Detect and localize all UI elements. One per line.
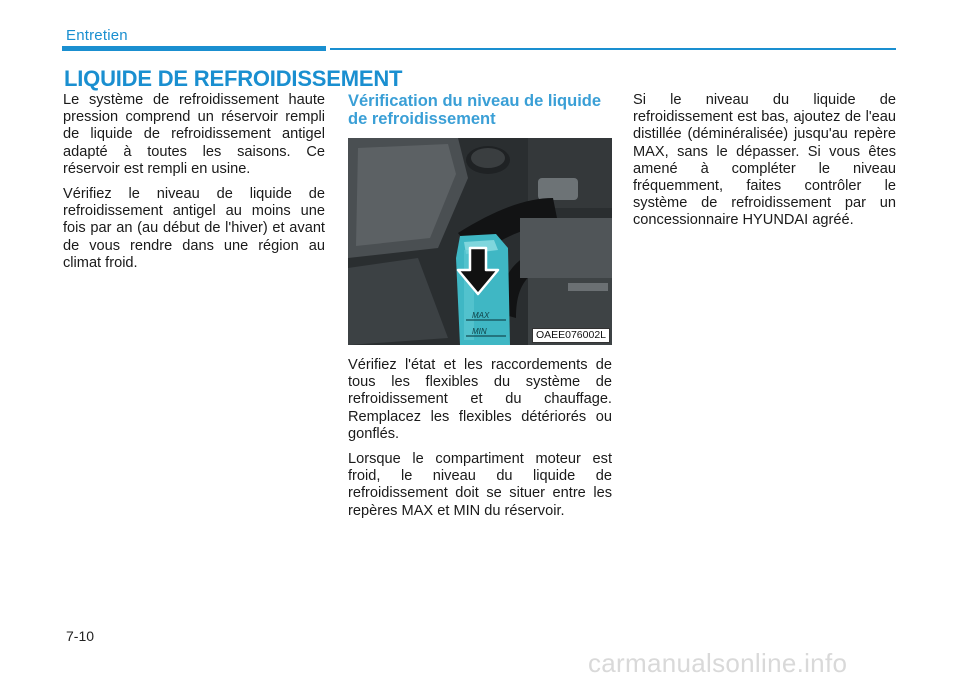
max-mark: MAX [472, 311, 490, 320]
column-1 [63, 92, 325, 280]
battery-box [520, 218, 612, 278]
page-title: LIQUIDE DE REFROIDISSEMENT [64, 66, 403, 91]
battery-label [568, 283, 608, 291]
header-rule-thick [62, 46, 326, 51]
col1-paragraph-1: Le système de refroidissement haute pression comprend un réservoir rempli de liquide de refroidissement antigel adapté à toutes les saisons. Ce réservoir est rempli en usine. [63, 92, 325, 177]
min-mark: MIN [472, 327, 487, 336]
page-number: 7-10 [66, 628, 95, 644]
section-label: Entretien [66, 27, 128, 44]
watermark: carmanualsonline.info [588, 648, 848, 678]
column-2 [348, 92, 612, 528]
engine-figure [348, 138, 612, 345]
figure-caption: OAEE076002L [532, 328, 610, 343]
engine-illustration [348, 138, 612, 345]
col2-paragraph-1: Vérifiez l'état et les raccordements de tous les flexibles du système de refroidissement et du chauffage. Remplacez les flexibles détériorés ou gonflés. [348, 357, 612, 442]
metal-fitting [538, 178, 578, 200]
header-rule-thin [330, 48, 896, 50]
column-3 [633, 92, 896, 238]
reservoir-cap-ring [471, 148, 505, 168]
col2-paragraph-2: Lorsque le compartiment moteur est froid, le niveau du liquide de refroidissement doit se situer entre les repères MAX et MIN du réservoir. [348, 451, 612, 519]
col3-paragraph-1: Si le niveau du liquide de refroidissement est bas, ajoutez de l'eau distillée (déminéralisée) jusqu'au repère MAX, sans le dépasser. Si vous êtes amené à compléter le niveau fréquemment, faites contrôler le système de refroidissement par un concessionnaire HYUNDAI agréé. [633, 92, 896, 229]
col1-paragraph-2: Vérifiez le niveau de liquide de refroidissement antigel au moins une fois par an (au début de l'hiver) et avant de vous rendre dans une région au climat froid. [63, 186, 325, 271]
subsection-heading: Vérification du niveau de liquide de refroidissement [348, 92, 602, 128]
